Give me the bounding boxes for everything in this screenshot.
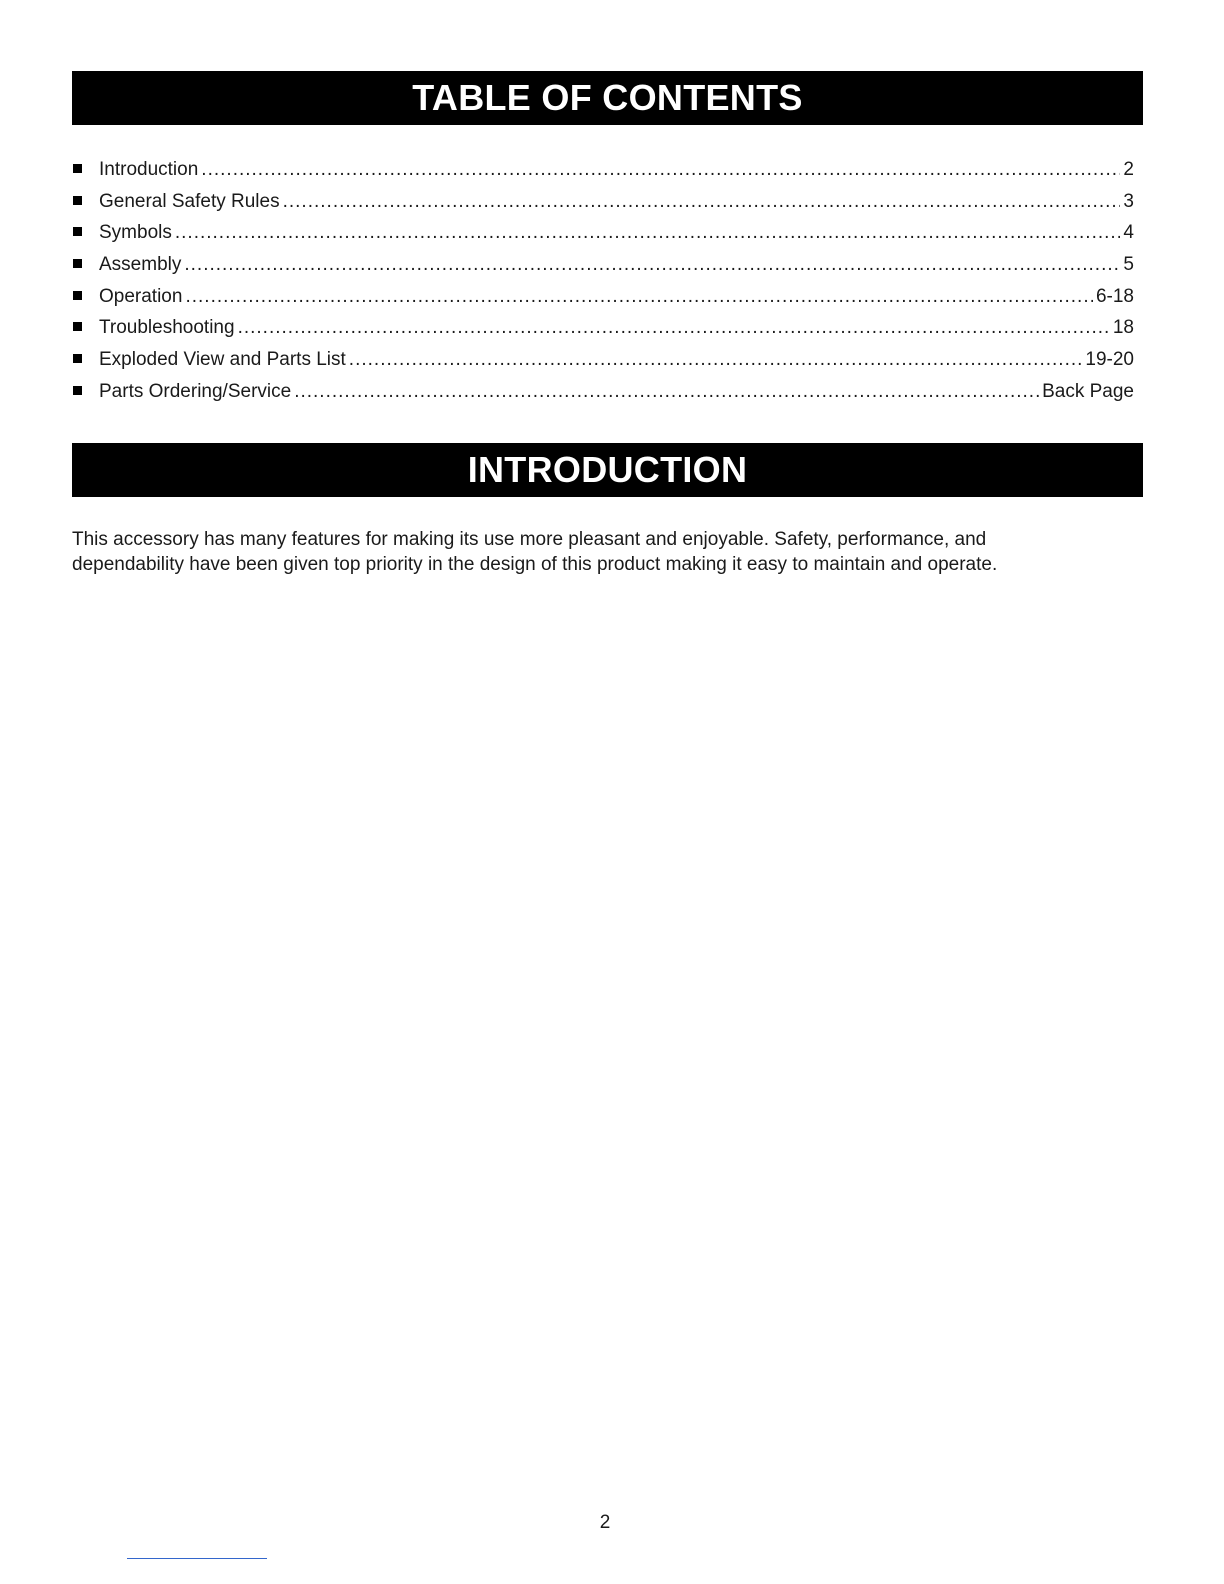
dot-leader — [283, 186, 1121, 218]
toc-item-page: 19-20 — [1085, 349, 1134, 371]
dot-leader — [184, 249, 1120, 281]
toc-item-assembly — [72, 249, 1134, 281]
square-bullet-icon — [73, 164, 82, 173]
square-bullet-icon — [73, 259, 82, 268]
page-number: 2 — [599, 1512, 611, 1533]
toc-item-label: Operation — [99, 285, 183, 307]
toc-item-general-safety-rules — [72, 186, 1134, 218]
dot-leader — [349, 344, 1083, 376]
toc-item-page: 4 — [1123, 222, 1134, 244]
introduction-body: This accessory has many features for making its use more pleasant and enjoyable. Safety, performance, and dependability have been given top priority in the design of this product making it easy to maintain and operate. — [72, 529, 998, 575]
footer-divider — [127, 1558, 267, 1559]
toc-item-label: General Safety Rules — [99, 190, 280, 212]
dot-leader — [185, 281, 1093, 313]
square-bullet-icon — [73, 291, 82, 300]
toc-item-exploded-view — [72, 344, 1134, 376]
toc-item-page: Back Page — [1042, 380, 1134, 402]
toc-item-label: Symbols — [99, 222, 172, 244]
toc-item-parts-ordering — [72, 376, 1134, 408]
dot-leader — [294, 376, 1039, 408]
toc-item-label: Parts Ordering/Service — [99, 380, 292, 402]
introduction-heading: INTRODUCTION — [467, 449, 748, 490]
toc-heading-banner — [72, 71, 1143, 125]
toc-item-symbols — [72, 217, 1134, 249]
toc-item-page: 3 — [1123, 190, 1134, 212]
toc-item-page: 6-18 — [1095, 285, 1134, 307]
square-bullet-icon — [73, 322, 82, 331]
toc-item-label: Troubleshooting — [99, 317, 235, 339]
square-bullet-icon — [73, 196, 82, 205]
toc-item-label: Exploded View and Parts List — [99, 349, 346, 371]
square-bullet-icon — [73, 386, 82, 395]
toc-heading: TABLE OF CONTENTS — [412, 77, 803, 118]
dot-leader — [175, 217, 1121, 249]
dot-leader — [201, 154, 1120, 186]
square-bullet-icon — [73, 227, 82, 236]
toc-item-troubleshooting — [72, 312, 1134, 344]
toc-item-page: 5 — [1123, 254, 1134, 276]
toc-item-page: 18 — [1112, 317, 1134, 339]
toc-item-operation — [72, 281, 1134, 313]
toc-item-label: Introduction — [99, 159, 199, 180]
toc-item-page: 2 — [1123, 159, 1134, 180]
toc-item-label: Assembly — [99, 254, 182, 276]
dot-leader — [238, 312, 1110, 344]
toc-item-introduction — [72, 154, 1134, 186]
toc-list — [72, 154, 1134, 408]
square-bullet-icon — [73, 354, 82, 363]
introduction-heading-banner — [72, 443, 1143, 497]
